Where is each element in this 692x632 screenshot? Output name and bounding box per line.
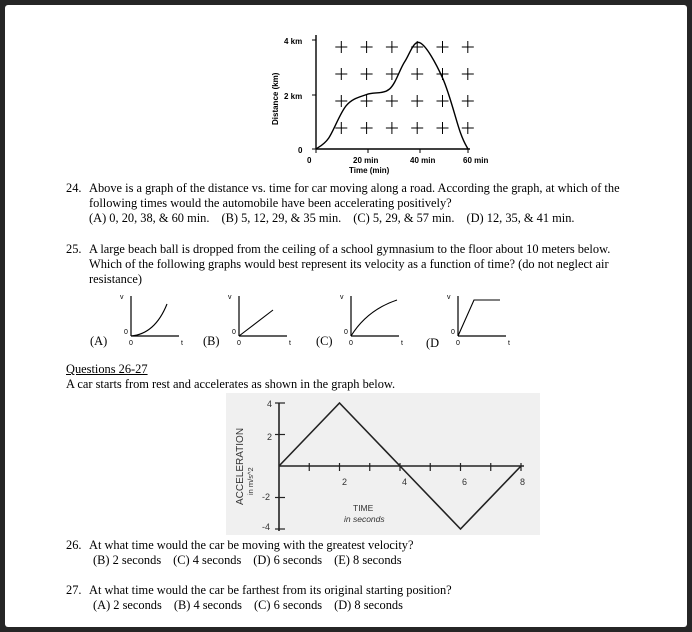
q25-graph-a[interactable]: [115, 288, 195, 348]
distance-time-graph: [260, 30, 505, 175]
q26-number: 26.: [66, 538, 82, 552]
q24-text-line1: Above is a graph of the distance vs. time for car moving along a road. According the graph, at which of the: [89, 181, 620, 195]
q25-number: 25.: [66, 242, 82, 256]
y-tick-label: -2: [262, 492, 271, 502]
origin-label: 0: [451, 329, 455, 336]
x-axis-caption: in seconds: [344, 514, 385, 524]
q24-option-c[interactable]: (C) 5, 29, & 57 min.: [353, 211, 455, 225]
q25-graph-b[interactable]: [223, 288, 303, 348]
v-axis-label: v: [340, 294, 344, 301]
q26-option-e[interactable]: (E) 8 seconds: [334, 553, 402, 567]
v-axis-label: v: [120, 294, 124, 301]
y-tick-label: 4 km: [284, 37, 303, 46]
y-axis-units: in m/s^2: [246, 467, 255, 495]
t-axis-label: t: [508, 340, 510, 347]
y-tick-label: -4: [262, 522, 271, 532]
q25-choice-d-label[interactable]: (D: [426, 336, 440, 350]
v-axis-label: v: [228, 294, 232, 301]
x-tick-label: 6: [462, 477, 468, 487]
x-axis-caption: TIME: [353, 503, 374, 513]
q24-option-a[interactable]: (A) 0, 20, 38, & 60 min.: [89, 211, 210, 225]
q26-option-b[interactable]: (B) 2 seconds: [93, 553, 162, 567]
q27-option-a[interactable]: (A) 2 seconds: [93, 598, 162, 612]
acceleration-time-graph: [226, 393, 540, 535]
section-heading: Questions 26-27: [66, 362, 148, 376]
x-tick-label: 4: [402, 477, 408, 487]
q27-option-d[interactable]: (D) 8 seconds: [334, 598, 403, 612]
x-axis-title: Time (min): [349, 166, 390, 175]
origin-label: 0: [124, 329, 128, 336]
section-intro: A car starts from rest and accelerates as shown in the graph below.: [66, 377, 396, 391]
q25-choice-c-label[interactable]: (C): [316, 334, 333, 348]
q25-choice-a-label[interactable]: (A): [90, 334, 108, 348]
origin-label: 0: [349, 340, 353, 347]
worksheet-page: [5, 5, 687, 627]
q25-text-line3: resistance): [89, 272, 142, 286]
q24-number: 24.: [66, 181, 82, 195]
q25-graph-d[interactable]: [442, 288, 522, 348]
q25-choice-b-label[interactable]: (B): [203, 334, 220, 348]
t-axis-label: t: [181, 340, 183, 347]
q25-text-line1: A large beach ball is dropped from the ceiling of a school gymnasium to the floor about 10 meters below.: [89, 242, 611, 256]
y-tick-label: 2: [267, 432, 273, 442]
q27-options: [93, 598, 415, 612]
origin-label: 0: [456, 340, 460, 347]
q24-option-b[interactable]: (B) 5, 12, 29, & 35 min.: [221, 211, 342, 225]
graph-grid: [335, 41, 474, 134]
q26-options: [93, 553, 414, 567]
q25-text-line2: Which of the following graphs would best represent its velocity as a function of time? (do not neglect air: [89, 257, 609, 271]
x-tick-label: 8: [520, 477, 526, 487]
origin-label: 0: [344, 329, 348, 336]
q27-text: At what time would the car be farthest from its original starting position?: [89, 583, 452, 597]
origin-label: 0: [237, 340, 241, 347]
q27-option-b[interactable]: (B) 4 seconds: [173, 598, 242, 612]
x-tick-label: 20 min: [353, 156, 379, 165]
x-tick-label: 2: [342, 477, 348, 487]
t-axis-label: t: [289, 340, 291, 347]
q24-option-d[interactable]: (D) 12, 35, & 41 min.: [466, 211, 575, 225]
q26-option-d[interactable]: (D) 6 seconds: [253, 553, 323, 567]
origin-label: 0: [232, 329, 236, 336]
x-tick-label: 0: [307, 156, 312, 165]
q26-text: At what time would the car be moving with the greatest velocity?: [89, 538, 414, 552]
q25-graph-c[interactable]: [335, 288, 415, 348]
y-tick-label: 2 km: [284, 92, 303, 101]
q24-options: [89, 211, 587, 225]
q27-number: 27.: [66, 583, 82, 597]
t-axis-label: t: [401, 340, 403, 347]
x-tick-label: 40 min: [410, 156, 436, 165]
y-axis-title: ACCELERATION: [235, 427, 246, 505]
y-axis-title: Distance (km): [271, 72, 280, 125]
q24-text-line2: following times would the automobile have been accelerating positively?: [89, 196, 452, 210]
q26-option-c[interactable]: (C) 4 seconds: [173, 553, 242, 567]
origin-label: 0: [129, 340, 133, 347]
y-tick-label: 4: [267, 399, 273, 409]
q27-option-c[interactable]: (C) 6 seconds: [253, 598, 323, 612]
y-tick-label: 0: [298, 146, 303, 155]
x-tick-label: 60 min: [463, 156, 489, 165]
v-axis-label: v: [447, 294, 451, 301]
